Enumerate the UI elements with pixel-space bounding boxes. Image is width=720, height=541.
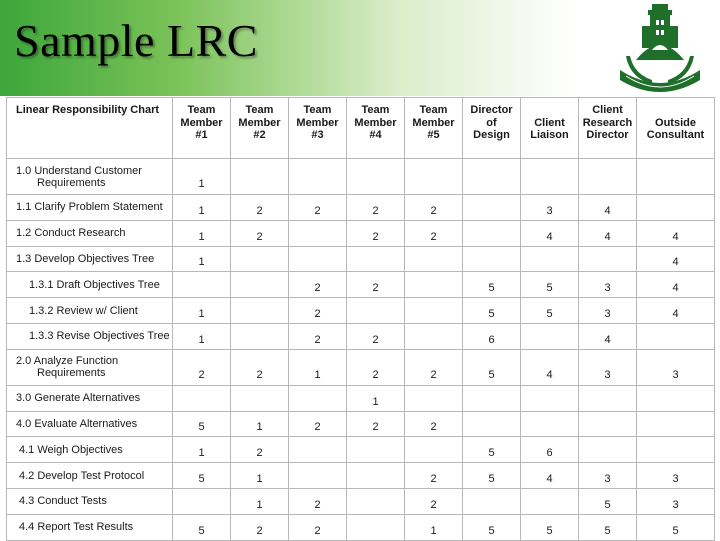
responsibility-cell: 5 [637, 514, 715, 540]
task-label: 3.0 Generate Alternatives [16, 392, 141, 405]
responsibility-cell: 5 [521, 272, 579, 298]
task-label: Requirements [37, 176, 106, 189]
responsibility-cell: 6 [521, 437, 579, 463]
column-header: Outside Consultant [637, 98, 715, 159]
responsibility-cell: 2 [347, 195, 405, 221]
responsibility-cell: 2 [289, 411, 347, 437]
responsibility-cell: 1 [173, 246, 231, 272]
responsibility-cell [231, 159, 289, 195]
responsibility-cell [579, 385, 637, 411]
task-label: 4.1 Weigh Objectives [19, 443, 123, 456]
responsibility-cell [637, 437, 715, 463]
task-cell [7, 437, 173, 463]
task-cell [7, 385, 173, 411]
responsibility-cell: 2 [347, 323, 405, 349]
task-label: 4.0 Evaluate Alternatives [16, 417, 138, 430]
responsibility-cell [231, 298, 289, 324]
responsibility-cell: 4 [637, 246, 715, 272]
task-cell [7, 514, 173, 540]
responsibility-cell [347, 159, 405, 195]
responsibility-cell: 2 [347, 220, 405, 246]
task-cell [7, 272, 173, 298]
responsibility-cell [521, 385, 579, 411]
responsibility-cell: 2 [347, 411, 405, 437]
responsibility-cell: 4 [521, 349, 579, 385]
task-cell [7, 488, 173, 514]
responsibility-cell [463, 159, 521, 195]
responsibility-cell: 3 [579, 349, 637, 385]
responsibility-cell: 4 [579, 323, 637, 349]
column-header: Team Member #3 [289, 98, 347, 159]
responsibility-cell: 5 [463, 437, 521, 463]
responsibility-cell [521, 159, 579, 195]
responsibility-cell [521, 246, 579, 272]
responsibility-cell [637, 195, 715, 221]
task-label: 1.0 Understand Customer [16, 164, 142, 177]
task-label: 1.3.2 Review w/ Client [29, 304, 138, 317]
responsibility-cell: 3 [637, 463, 715, 489]
responsibility-cell: 5 [463, 349, 521, 385]
task-cell [7, 298, 173, 324]
responsibility-cell [463, 385, 521, 411]
responsibility-cell [173, 488, 231, 514]
table-row [7, 246, 715, 272]
responsibility-cell: 1 [405, 514, 463, 540]
responsibility-cell: 2 [289, 323, 347, 349]
task-cell [7, 349, 173, 385]
responsibility-cell [231, 272, 289, 298]
responsibility-cell: 2 [347, 349, 405, 385]
responsibility-cell: 1 [173, 195, 231, 221]
responsibility-cell: 2 [173, 349, 231, 385]
responsibility-cell [637, 159, 715, 195]
responsibility-cell [347, 246, 405, 272]
responsibility-cell [637, 411, 715, 437]
slide-title: Sample LRC [14, 15, 258, 66]
responsibility-cell: 4 [521, 220, 579, 246]
responsibility-cell [405, 246, 463, 272]
responsibility-cell: 2 [347, 272, 405, 298]
responsibility-cell [463, 195, 521, 221]
task-cell [7, 323, 173, 349]
responsibility-cell: 2 [405, 349, 463, 385]
table-row [7, 323, 715, 349]
task-cell [7, 463, 173, 489]
responsibility-cell: 4 [579, 195, 637, 221]
task-label: 1.3 Develop Objectives Tree [16, 252, 155, 265]
responsibility-cell [289, 385, 347, 411]
responsibility-cell: 2 [231, 437, 289, 463]
responsibility-cell: 1 [173, 298, 231, 324]
responsibility-cell [289, 463, 347, 489]
responsibility-cell [405, 323, 463, 349]
task-label: 4.2 Develop Test Protocol [19, 469, 145, 482]
lrc-table [6, 97, 715, 541]
responsibility-cell [405, 159, 463, 195]
responsibility-cell: 2 [231, 195, 289, 221]
responsibility-cell [463, 220, 521, 246]
responsibility-cell: 3 [579, 272, 637, 298]
responsibility-cell [405, 385, 463, 411]
responsibility-cell: 5 [463, 272, 521, 298]
responsibility-cell: 1 [231, 488, 289, 514]
responsibility-cell [521, 323, 579, 349]
table-row [7, 298, 715, 324]
responsibility-cell: 5 [463, 298, 521, 324]
column-header: Director of Design [463, 98, 521, 159]
column-header: Team Member #2 [231, 98, 289, 159]
responsibility-cell [463, 488, 521, 514]
responsibility-cell [173, 272, 231, 298]
responsibility-cell: 3 [637, 349, 715, 385]
task-label: 2.0 Analyze Function [16, 355, 119, 368]
responsibility-cell: 5 [579, 488, 637, 514]
responsibility-cell [289, 220, 347, 246]
responsibility-cell: 1 [231, 411, 289, 437]
responsibility-cell [347, 488, 405, 514]
responsibility-cell [347, 437, 405, 463]
responsibility-cell: 1 [173, 220, 231, 246]
responsibility-cell: 2 [231, 514, 289, 540]
table-row [7, 195, 715, 221]
responsibility-cell [289, 159, 347, 195]
responsibility-cell: 5 [463, 514, 521, 540]
responsibility-cell [521, 411, 579, 437]
task-label: 1.3.3 Revise Objectives Tree [29, 330, 170, 343]
table-row [7, 159, 715, 195]
table-row [7, 463, 715, 489]
responsibility-cell [231, 323, 289, 349]
responsibility-cell: 2 [289, 272, 347, 298]
responsibility-cell: 3 [521, 195, 579, 221]
responsibility-cell: 5 [173, 463, 231, 489]
header-row [7, 98, 715, 159]
responsibility-cell [521, 488, 579, 514]
responsibility-cell [579, 437, 637, 463]
responsibility-cell: 2 [405, 220, 463, 246]
responsibility-cell [463, 411, 521, 437]
responsibility-cell [405, 437, 463, 463]
table-row [7, 411, 715, 437]
responsibility-cell: 2 [289, 298, 347, 324]
task-cell [7, 220, 173, 246]
task-label: 1.3.1 Draft Objectives Tree [29, 278, 160, 291]
responsibility-cell: 4 [637, 220, 715, 246]
column-header: Team Member #5 [405, 98, 463, 159]
task-label: 4.3 Conduct Tests [19, 495, 107, 508]
table-row [7, 385, 715, 411]
table-row [7, 514, 715, 540]
responsibility-cell: 4 [521, 463, 579, 489]
responsibility-cell: 5 [521, 514, 579, 540]
responsibility-cell: 2 [405, 195, 463, 221]
responsibility-cell: 2 [231, 220, 289, 246]
responsibility-cell: 1 [347, 385, 405, 411]
responsibility-cell [347, 514, 405, 540]
responsibility-cell: 5 [173, 411, 231, 437]
responsibility-cell: 4 [637, 272, 715, 298]
responsibility-cell [405, 298, 463, 324]
responsibility-cell [579, 246, 637, 272]
responsibility-cell: 1 [173, 437, 231, 463]
responsibility-cell: 6 [463, 323, 521, 349]
responsibility-cell [231, 246, 289, 272]
responsibility-cell [637, 385, 715, 411]
task-label: 1.1 Clarify Problem Statement [16, 201, 163, 214]
university-seal-icon [612, 0, 708, 96]
responsibility-cell: 5 [463, 463, 521, 489]
task-cell [7, 411, 173, 437]
table-row [7, 349, 715, 385]
responsibility-cell: 5 [579, 514, 637, 540]
responsibility-cell: 2 [289, 488, 347, 514]
responsibility-cell: 4 [579, 220, 637, 246]
table-row [7, 488, 715, 514]
responsibility-cell: 5 [173, 514, 231, 540]
responsibility-cell: 3 [637, 488, 715, 514]
table-row [7, 220, 715, 246]
responsibility-cell: 2 [405, 411, 463, 437]
responsibility-cell: 1 [289, 349, 347, 385]
responsibility-cell: 1 [173, 159, 231, 195]
task-label: 1.2 Conduct Research [16, 227, 126, 240]
responsibility-cell: 3 [579, 298, 637, 324]
column-header: Client Research Director [579, 98, 637, 159]
column-header: Team Member #4 [347, 98, 405, 159]
lrc-table-container [6, 97, 714, 538]
responsibility-cell [579, 159, 637, 195]
responsibility-cell: 2 [231, 349, 289, 385]
task-cell [7, 195, 173, 221]
responsibility-cell: 2 [405, 463, 463, 489]
responsibility-cell: 1 [173, 323, 231, 349]
responsibility-cell [405, 272, 463, 298]
responsibility-cell: 5 [521, 298, 579, 324]
responsibility-cell [347, 463, 405, 489]
responsibility-cell: 2 [405, 488, 463, 514]
responsibility-cell [637, 323, 715, 349]
responsibility-cell: 1 [231, 463, 289, 489]
responsibility-cell [231, 385, 289, 411]
responsibility-cell: 3 [579, 463, 637, 489]
column-header: Team Member #1 [173, 98, 231, 159]
responsibility-cell [579, 411, 637, 437]
responsibility-cell [347, 298, 405, 324]
task-cell [7, 159, 173, 195]
responsibility-cell [463, 246, 521, 272]
responsibility-cell: 2 [289, 514, 347, 540]
table-row [7, 437, 715, 463]
responsibility-cell [289, 437, 347, 463]
chart-title-cell: Linear Responsibility Chart [7, 98, 173, 159]
task-label: Requirements [37, 367, 106, 380]
responsibility-cell: 4 [637, 298, 715, 324]
responsibility-cell [289, 246, 347, 272]
table-row [7, 272, 715, 298]
task-cell [7, 246, 173, 272]
responsibility-cell [173, 385, 231, 411]
column-header: Client Liaison [521, 98, 579, 159]
responsibility-cell: 2 [289, 195, 347, 221]
task-label: 4.4 Report Test Results [19, 521, 134, 534]
